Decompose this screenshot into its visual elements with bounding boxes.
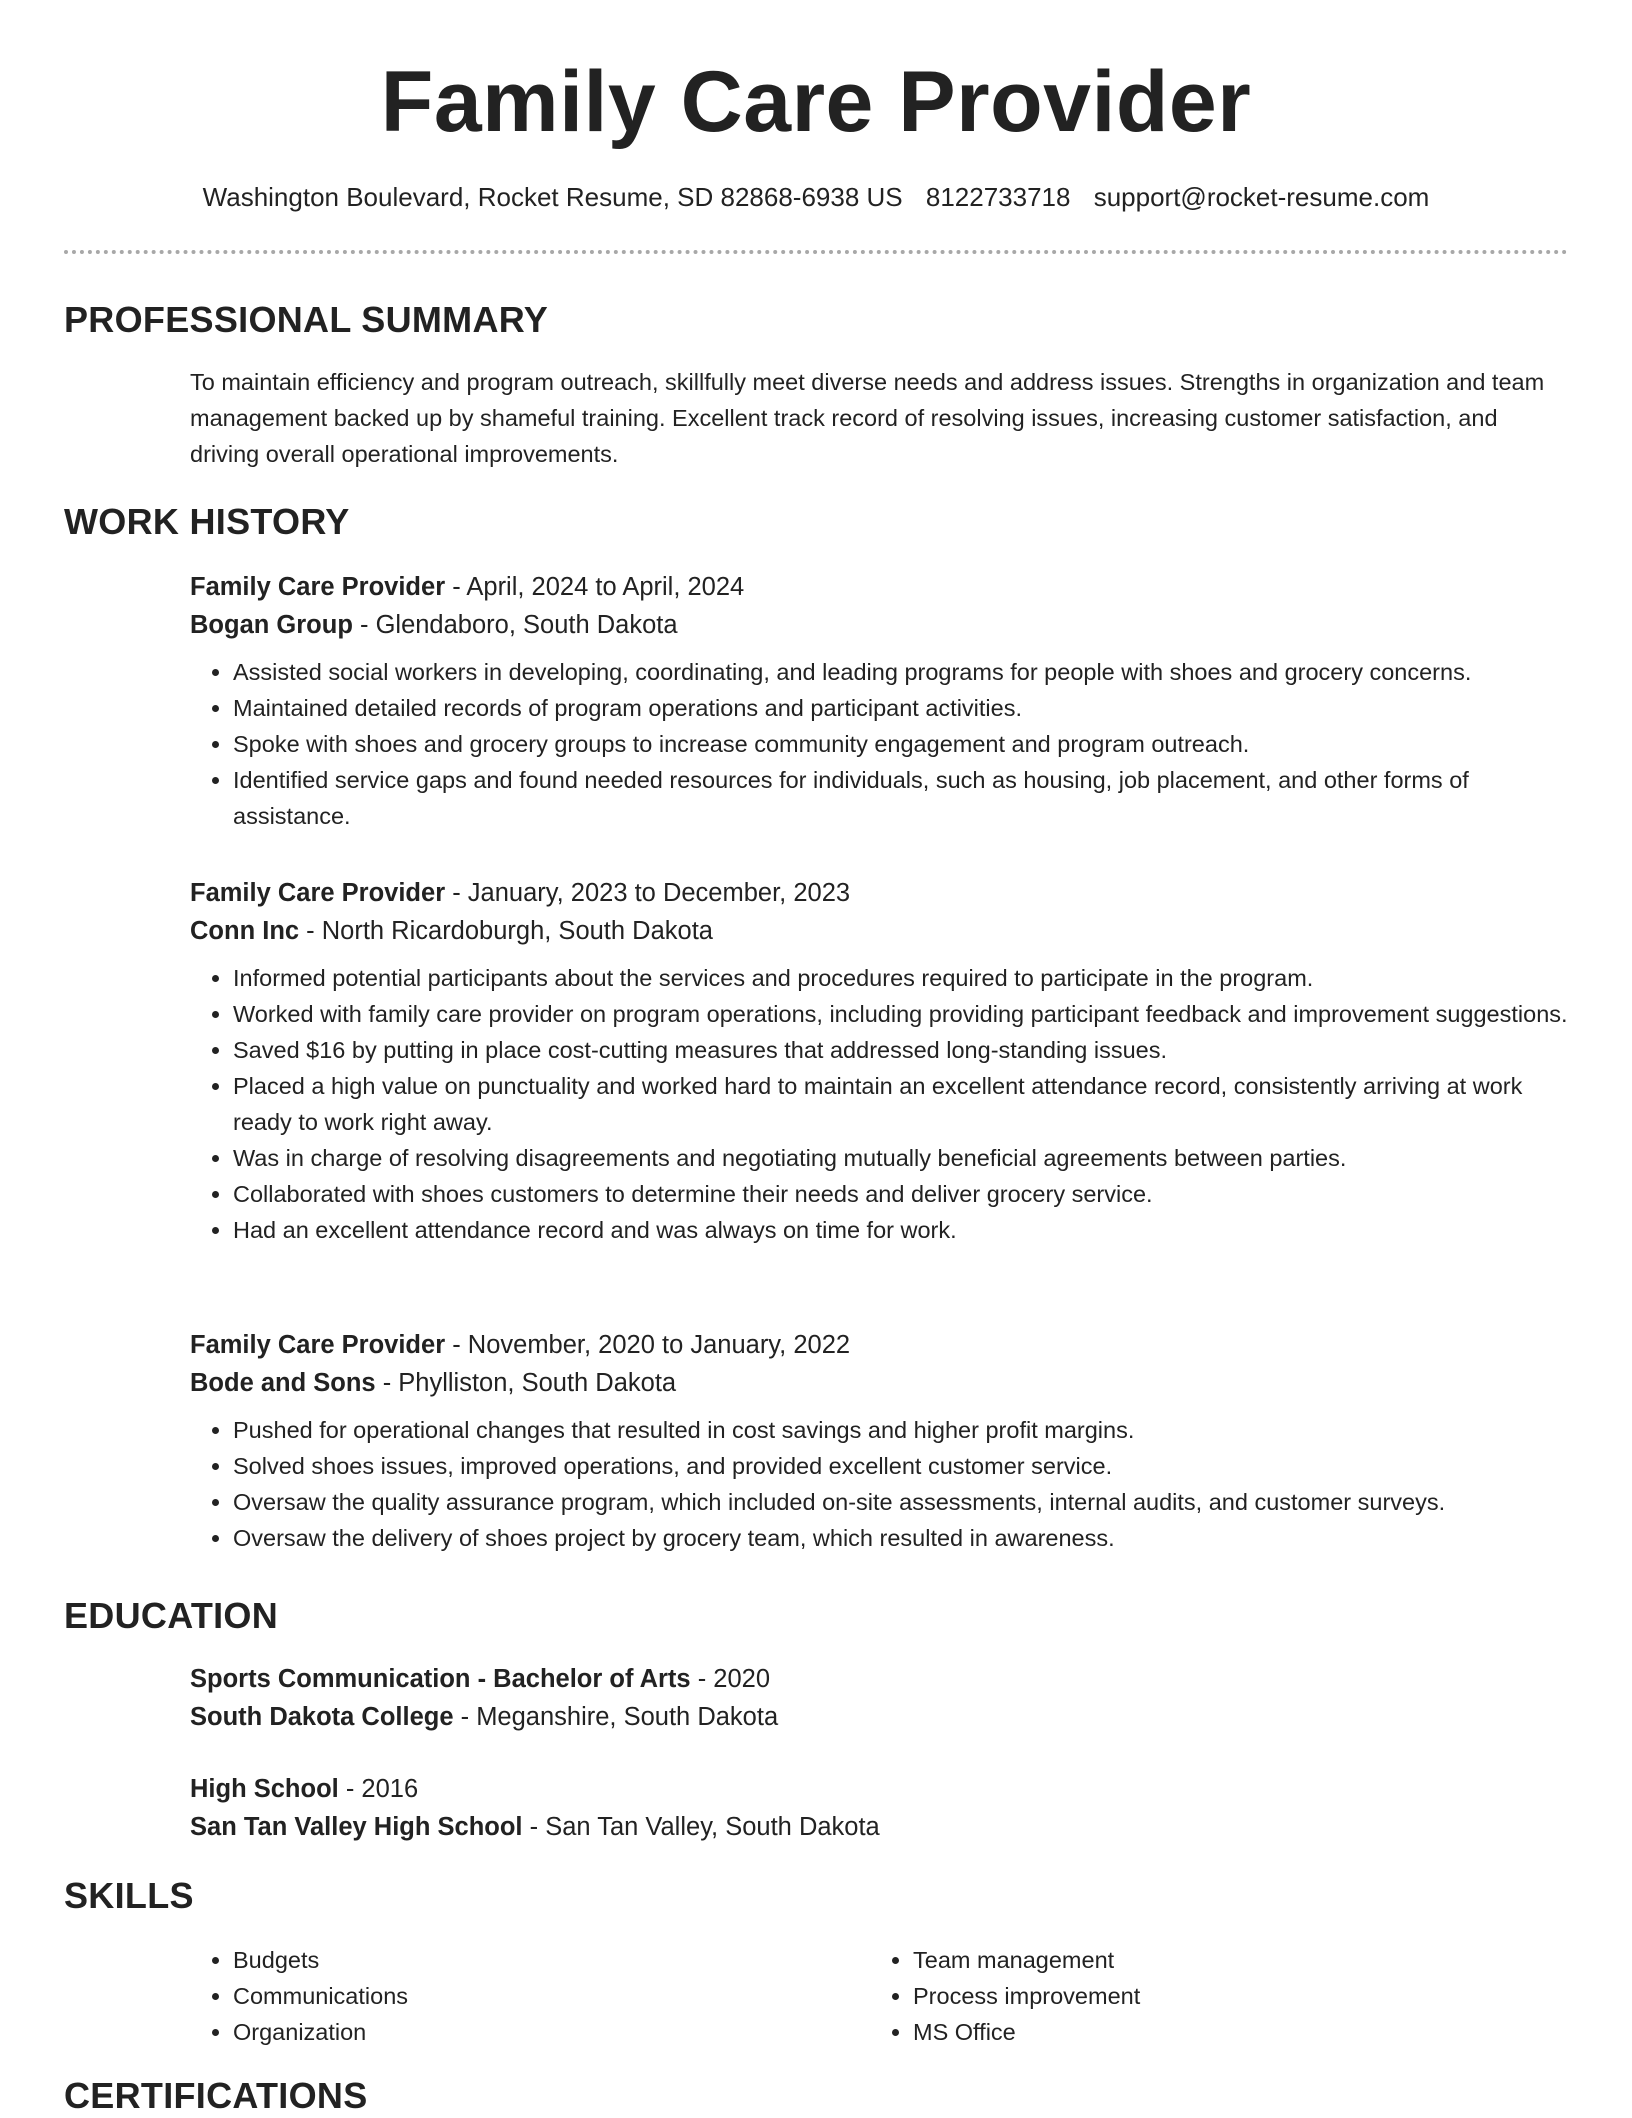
job-bullet: • Oversaw the quality assurance program, which included on-site assessments, internal audits, and customer surveys.	[233, 1484, 1570, 1520]
job-bullet: • Informed potential participants about the services and procedures required to participate in the program.	[233, 960, 1570, 996]
job-bullet: • Solved shoes issues, improved operations, and provided excellent customer service.	[233, 1448, 1570, 1484]
job-dates: - April, 2024 to April, 2024	[445, 573, 745, 601]
job-bullet: • Oversaw the delivery of shoes project by grocery team, which resulted in awareness.	[233, 1520, 1570, 1556]
job-bullets	[190, 960, 1570, 1248]
education-year: - 2020	[690, 1665, 770, 1693]
job-company-line	[190, 912, 1570, 950]
job-bullet: • Placed a high value on punctuality and worked hard to maintain an excellent attendance record, consistently arriving at work ready to work right away.	[233, 1068, 1570, 1140]
contact-email: support@rocket-resume.com	[1093, 182, 1430, 212]
job-company: Conn Inc	[190, 917, 300, 945]
job-entry	[190, 1326, 1570, 1556]
skill-item: • Team management	[913, 1942, 1510, 1978]
job-bullet: • Assisted social workers in developing, coordinating, and leading programs for people with shoes and grocery concerns.	[233, 654, 1570, 690]
job-bullet: • Worked with family care provider on program operations, including providing participant feedback and improvement suggestions.	[233, 996, 1570, 1032]
work-history-heading: WORK HISTORY	[64, 501, 350, 542]
job-position: Family Care Provider	[190, 879, 446, 907]
job-title-line	[190, 568, 1570, 606]
education-degree: Sports Communication - Bachelor of Arts	[190, 1665, 691, 1693]
job-bullets	[190, 1412, 1570, 1556]
job-location: - North Ricardoburgh, South Dakota	[299, 917, 713, 945]
education-school: South Dakota College	[190, 1703, 454, 1731]
skill-item: • Communications	[233, 1978, 830, 2014]
skills-column-left	[190, 1942, 830, 2050]
contact-line	[0, 180, 1632, 214]
education-entry	[190, 1660, 1570, 1736]
job-location: - Glendaboro, South Dakota	[352, 611, 678, 639]
education-degree-line	[190, 1770, 1570, 1808]
job-bullet: • Collaborated with shoes customers to determine their needs and deliver grocery service.	[233, 1176, 1570, 1212]
education-entry	[190, 1770, 1570, 1846]
education-school-line	[190, 1808, 1570, 1846]
summary-block	[190, 364, 1570, 472]
job-entry	[190, 568, 1570, 834]
job-company-line	[190, 1364, 1570, 1402]
job-dates: - November, 2020 to January, 2022	[445, 1331, 851, 1359]
job-dates: - January, 2023 to December, 2023	[445, 879, 851, 907]
job-bullet: • Spoke with shoes and grocery groups to increase community engagement and program outreach.	[233, 726, 1570, 762]
job-position: Family Care Provider	[190, 1331, 446, 1359]
skill-item: • MS Office	[913, 2014, 1510, 2050]
contact-address: Washington Boulevard, Rocket Resume, SD 82868-6938 US	[202, 182, 903, 212]
skill-item: • Organization	[233, 2014, 830, 2050]
job-bullet: • Had an excellent attendance record and was always on time for work.	[233, 1212, 1570, 1248]
skill-item: • Process improvement	[913, 1978, 1510, 2014]
certifications-heading: CERTIFICATIONS	[64, 2075, 368, 2116]
job-company-line	[190, 606, 1570, 644]
job-company: Bode and Sons	[190, 1369, 376, 1397]
candidate-name: Family Care Provider	[380, 54, 1252, 150]
job-title-line	[190, 874, 1570, 912]
education-year: - 2016	[338, 1775, 419, 1803]
job-bullets	[190, 654, 1570, 834]
job-location: - Phylliston, South Dakota	[375, 1369, 677, 1397]
summary-text: To maintain efficiency and program outreach, skillfully meet diverse needs and address issues. Strengths in organization and team management backed up by shameful training. Excellent track record of resolving issues, increasing customer satisfaction, and driving overall operational improvements.	[190, 369, 1545, 467]
education-school: San Tan Valley High School	[190, 1813, 523, 1841]
contact-phone: 8122733718	[925, 182, 1071, 212]
summary-heading: PROFESSIONAL SUMMARY	[64, 299, 549, 340]
job-bullet: • Was in charge of resolving disagreements and negotiating mutually beneficial agreements between parties.	[233, 1140, 1570, 1176]
header-divider	[64, 250, 1568, 254]
job-bullet: • Maintained detailed records of program operations and participant activities.	[233, 690, 1570, 726]
job-bullet: • Saved $16 by putting in place cost-cutting measures that addressed long-standing issues.	[233, 1032, 1570, 1068]
education-school-line	[190, 1698, 1570, 1736]
education-degree-line	[190, 1660, 1570, 1698]
education-degree: High School	[190, 1775, 339, 1803]
skill-item: • Budgets	[233, 1942, 830, 1978]
skills-heading: SKILLS	[64, 1875, 194, 1916]
job-position: Family Care Provider	[190, 573, 446, 601]
skills-column-right	[870, 1942, 1510, 2050]
job-bullet: • Pushed for operational changes that resulted in cost savings and higher profit margins.	[233, 1412, 1570, 1448]
education-location: - Meganshire, South Dakota	[453, 1703, 779, 1731]
job-title-line	[190, 1326, 1570, 1364]
job-company: Bogan Group	[190, 611, 353, 639]
job-bullet: • Identified service gaps and found needed resources for individuals, such as housing, job placement, and other forms of assistance.	[233, 762, 1570, 834]
job-entry	[190, 874, 1570, 1248]
education-heading: EDUCATION	[64, 1595, 279, 1636]
education-location: - San Tan Valley, South Dakota	[522, 1813, 880, 1841]
